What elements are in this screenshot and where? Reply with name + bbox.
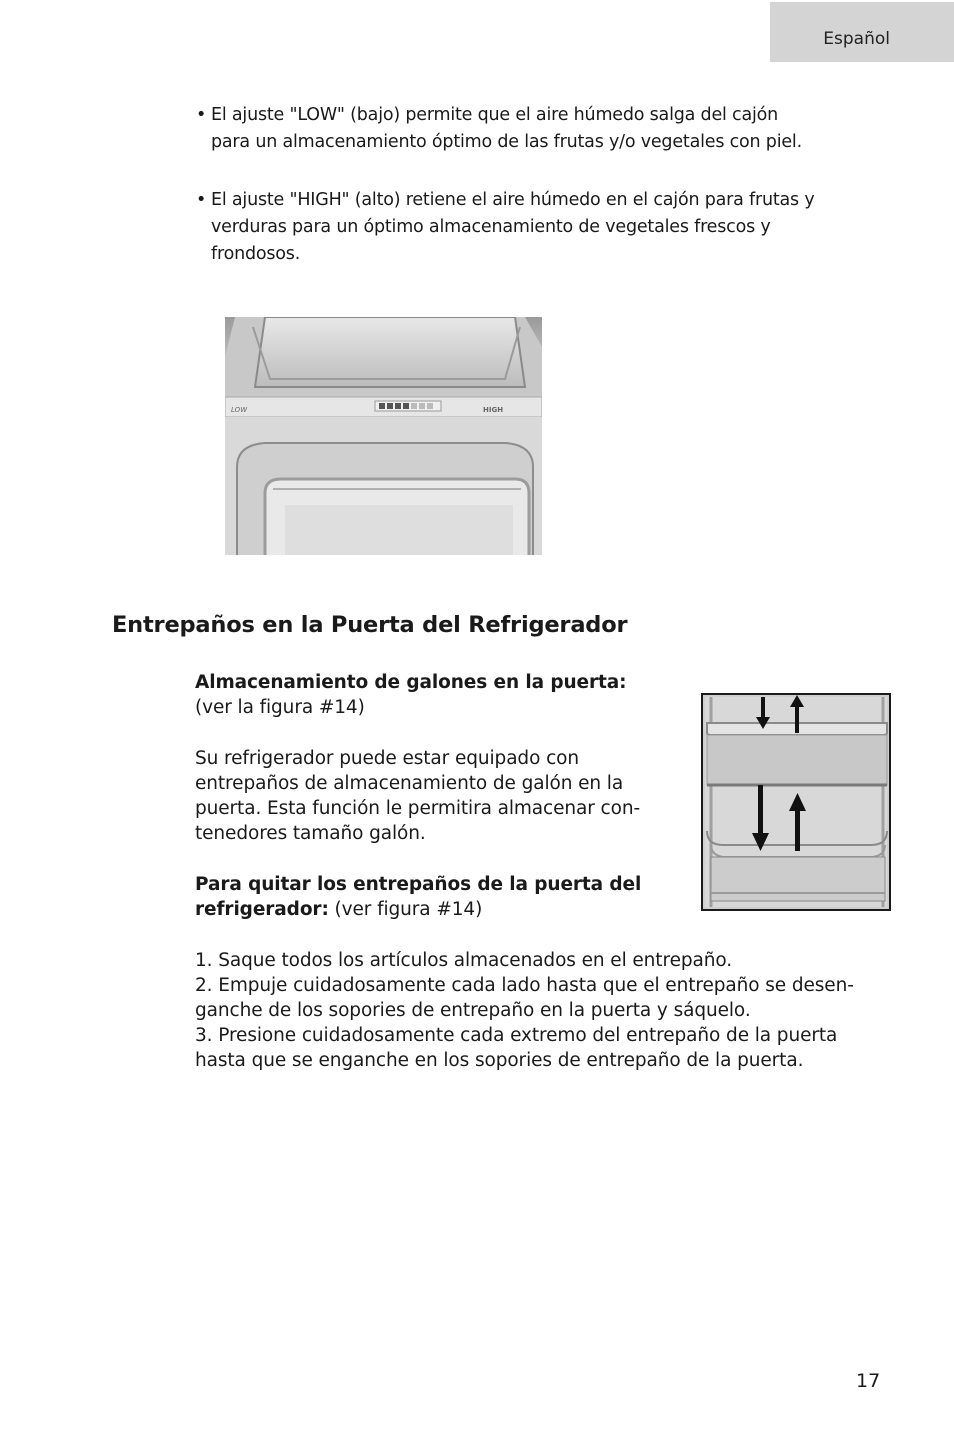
bullet-low-setting: [196, 102, 846, 156]
bullet-line: El ajuste "HIGH" (alto) retiene el aire húmedo en el cajón para frutas y: [211, 190, 815, 210]
remove-heading: [195, 872, 641, 922]
crisper-drawer-photo: [225, 317, 542, 555]
gallon-heading: Almacenamiento de galones en la puerta:: [195, 672, 627, 693]
gallon-body-line: Su refrigerador puede estar equipado con: [195, 748, 579, 769]
step-line: ganche de los sopories de entrepaño en la puerta y sáquelo.: [195, 1000, 751, 1021]
bullet-line: El ajuste "LOW" (bajo) permite que el aire húmedo salga del cajón: [211, 105, 779, 125]
gallon-body-line: tenedores tamaño galón.: [195, 823, 426, 844]
page-number: 17: [856, 1370, 881, 1392]
low-label: LOW: [231, 406, 248, 414]
gallon-body-line: entrepaños de almacenamiento de galón en la: [195, 773, 624, 794]
bullet-line: para un almacenamiento óptimo de las frutas y/o vegetales con piel.: [211, 132, 802, 152]
step-line: hasta que se enganche en los sopories de entrepaño de la puerta.: [195, 1050, 804, 1071]
section-title: Entrepaños en la Puerta del Refrigerador: [112, 612, 628, 638]
step-line: 2. Empuje cuidadosamente cada lado hasta que el entrepaño se desen-: [195, 975, 854, 996]
step-line: 1. Saque todos los artículos almacenados en el entrepaño.: [195, 950, 733, 971]
door-shelf-photo: [701, 693, 891, 911]
language-label: Español: [823, 29, 890, 49]
bullet-marker: •: [196, 190, 207, 210]
gallon-reference: (ver la figura #14): [195, 697, 365, 718]
bullet-line: frondosos.: [211, 244, 301, 264]
bullet-line: verduras para un óptimo almacenamiento de vegetales frescos y: [211, 217, 771, 237]
remove-reference: (ver figura #14): [328, 899, 483, 920]
steps-list: [195, 948, 854, 1073]
language-tab: [770, 2, 954, 62]
bullet-marker: •: [196, 105, 207, 125]
remove-heading-line: Para quitar los entrepaños de la puerta del: [195, 874, 642, 895]
bullet-high-setting: [196, 187, 846, 268]
remove-heading-line: refrigerador:: [195, 899, 329, 920]
gallon-body: [195, 746, 640, 846]
high-label: HIGH: [483, 406, 504, 414]
gallon-body-line: puerta. Esta función le permitira almacenar con-: [195, 798, 641, 819]
step-line: 3. Presione cuidadosamente cada extremo del entrepaño de la puerta: [195, 1025, 838, 1046]
